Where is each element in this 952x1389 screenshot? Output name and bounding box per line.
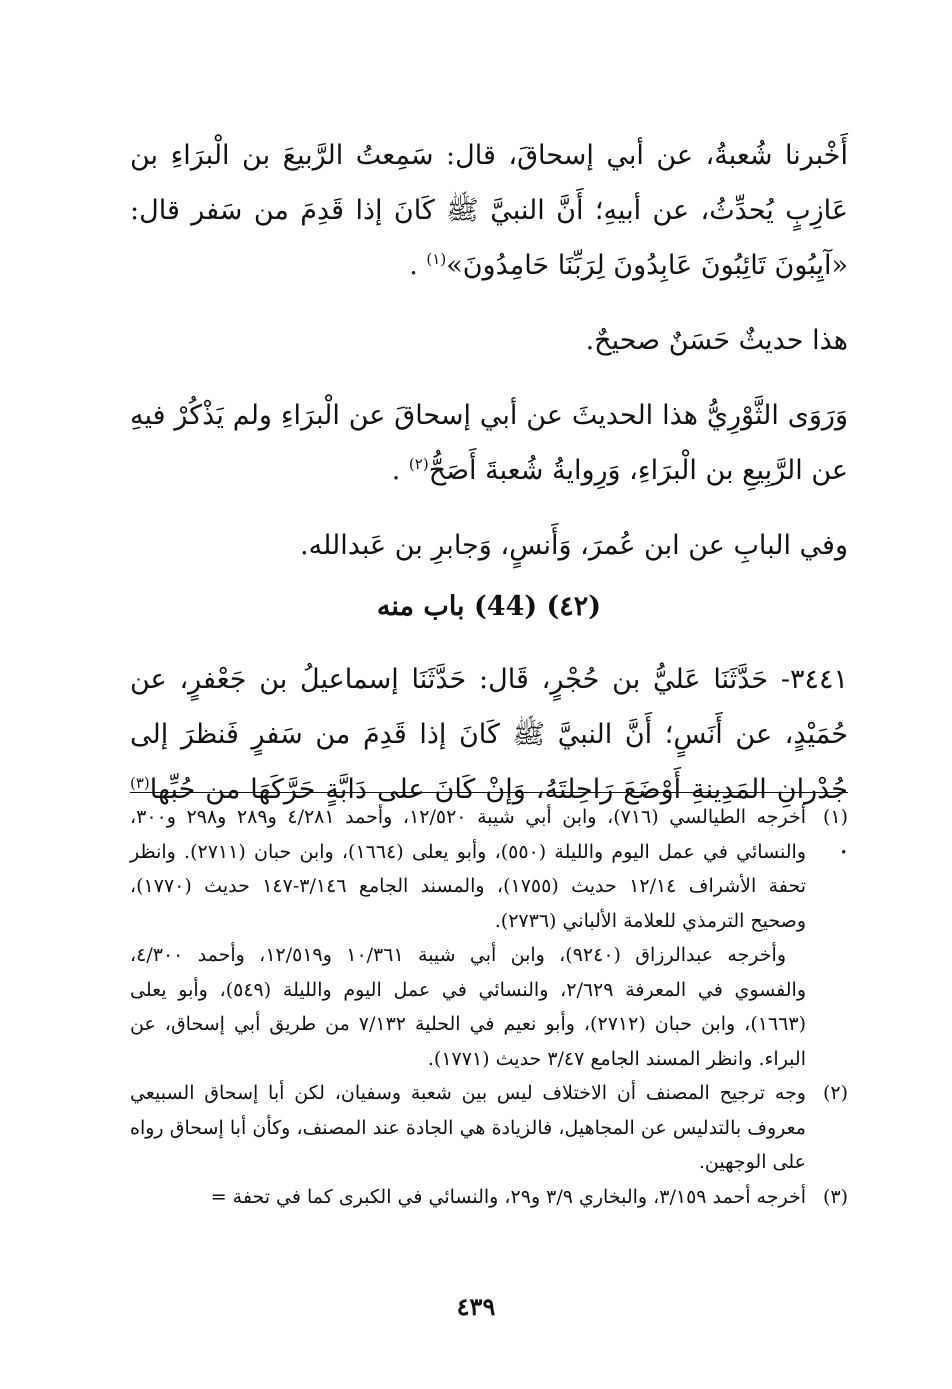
grading-paragraph: هذا حديثٌ حَسَنٌ صحيحٌ. — [585, 325, 848, 356]
hadith-paragraph-1 — [130, 128, 848, 293]
hadith-text-1: أَخْبرنا شُعبةُ، عن أبي إسحاقَ، قال: سَمِعتُ الرَّبيعَ بن الْبرَاءِ بن عَازِبٍ يُحدِّثُ، عن أبيهِ؛ أَنَّ النبيَّ ﷺ كَانَ إذا قَدِمَ من سَفر قال: «آيِبُونَ تَائِبُونَ عَابِدُونَ لِرَبِّنَا حَامِدُونَ» — [130, 140, 848, 281]
footnote-body — [130, 800, 806, 1076]
footnote-ref-3: (٣) — [130, 774, 150, 792]
spacer — [130, 368, 848, 388]
spacer — [130, 293, 848, 313]
narration-end: . — [391, 455, 409, 486]
footnote-number: (١) — [822, 806, 848, 828]
hadith-end-3441: . — [839, 829, 848, 860]
chapter-heading: (٤٢) (44) باب منه — [376, 591, 602, 622]
hadith-end-1: . — [409, 250, 427, 281]
footnote-text: أخرجه أحمد ٣/١٥٩، والبخاري ٣/٩ و٢٩، والنسائي في الكبرى كما في تحفة = — [210, 1185, 806, 1208]
main-text — [130, 128, 848, 872]
narration-text: وَرَوَى الثَّوْرِيُّ هذا الحديثَ عن أبي إسحاقَ عن الْبرَاءِ ولم يَذْكُرْ فيهِ عن الرَّبِيعِ بن الْبرَاءِ، وَرِوايةُ شُعبةَ أَصَحُّ — [130, 400, 848, 486]
footnotes — [130, 800, 848, 1214]
footnote-number: (٣) — [822, 1185, 848, 1208]
hadith-text-3441: ٣٤٤١- حَدَّثَنَا عَليُّ بن حُجْرٍ، قَال: حَدَّثَنَا إسماعيلُ بن جَعْفرٍ، عن حُمَيْدٍ، عن أَنَسٍ؛ أَنَّ النبيَّ ﷺ كَانَ إذا قَدِمَ من سَفرٍ فَنظرَ إلى جُدْرانِ المَدِينةِ أَوْضَعَ رَاحِلتَهُ، وَإنْ كَانَ على دَابَّةٍ حَرَّكَهَا من حُبِّها — [130, 664, 848, 805]
footnote-ref-1: (١) — [426, 250, 447, 268]
footnote-continuation: وأخرجه عبدالرزاق (٩٢٤٠)، وابن أبي شيبة ١٠/٣٦١ و١٢/٥١٩، وأحمد ٤/٣٠٠، والفسوي في المعرفة ٢/٦٢٩، والنسائي في عمل اليوم والليلة (٥٤٩)، وأبو يعلى (١٦٦٣)، وابن حبان (٢٧١٢)، وأبو نعيم في الحلية ٧/١٣٢ من طريق أبي إسحاق، عن البراء. وانظر المسند الجامع ٣/٤٧ حديث (١٧٧١). — [130, 944, 807, 1070]
page-number: ٤٣٩ — [456, 1292, 496, 1321]
footnote-text: أخرجه الطيالسي (٧١٦)، وابن أبي شيبة ١٢/٥٢٠، وأحمد ٤/٢٨١ و٢٨٩ و٢٩٨ و٣٠٠، والنسائي في عمل اليوم والليلة (٥٥٠)، وأبو يعلى (١٦٦٤)، وابن حبان (٢٧١١). وانظر تحفة الأشراف ١٢/١٤ حديث (١٧٥٥)، والمسند الجامع ٣/١٤٦-١٤٧ حديث (١٧٧٠)، وصحيح الترمذي للعلامة الألباني (٢٧٣٦). — [130, 806, 807, 932]
footnote-1 — [130, 800, 848, 1076]
spacer — [130, 498, 848, 518]
footnote-text: وجه ترجيح المصنف أن الاختلاف ليس بين شعبة وسفيان، لكن أبا إسحاق السبيعي معروف بالتدليس عن المجاهيل، فالزيادة هي الجادة عند المصنف، وكأن أبا إسحاق رواه على الوجهين. — [130, 1082, 806, 1173]
narration-paragraph — [130, 388, 848, 498]
footnote-divider — [130, 792, 848, 793]
footnote-3 — [130, 1180, 848, 1215]
chapter-references: وفي البابِ عن ابن عُمرَ، وَأَنسٍ، وَجابرِ بن عَبدالله. — [300, 530, 848, 561]
footnote-ref-2: (٢) — [408, 455, 429, 473]
footnote-number: (٢) — [822, 1082, 848, 1104]
footnote-2 — [130, 1076, 848, 1180]
